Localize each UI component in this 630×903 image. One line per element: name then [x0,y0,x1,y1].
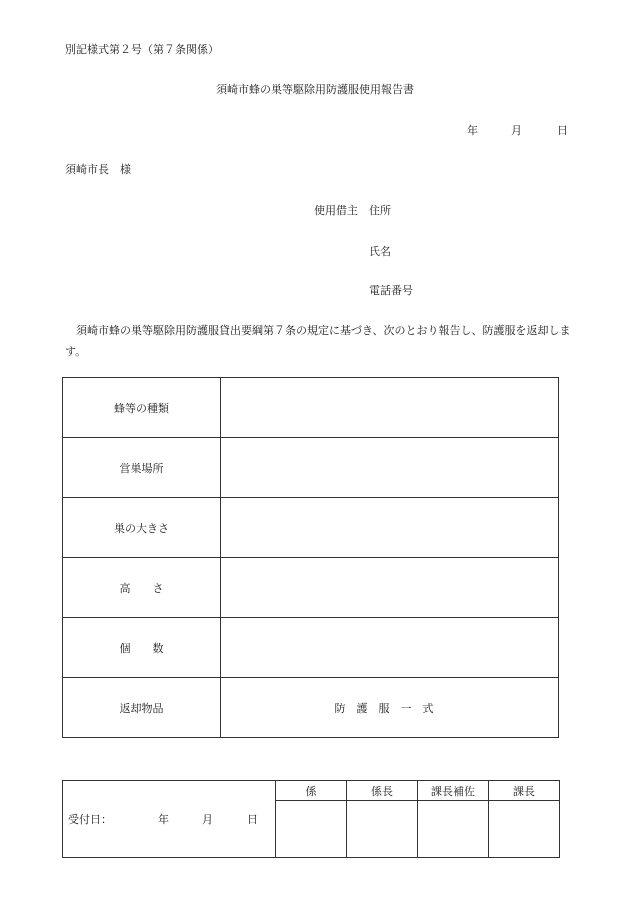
receipt-day: 日 [247,813,258,826]
receipt-date-cell[interactable] [63,781,276,858]
receipt-month: 月 [202,813,213,826]
row-label: 蜂等の種類 [63,378,221,438]
date-year: 年 [467,124,478,137]
phone-label: 電話番号 [369,284,413,297]
row-label: 個 数 [63,618,221,678]
receipt-year: 年 [158,813,169,826]
applicant-label: 使用借主 [314,204,358,217]
approval-stamp-box[interactable] [276,801,347,858]
row-label: 巣の大きさ [63,498,221,558]
approval-stamp-box[interactable] [347,801,418,858]
table-row [63,618,559,678]
table-row [63,498,559,558]
report-table [62,377,559,738]
name-label: 氏名 [369,245,391,258]
table-row [63,558,559,618]
document-title: 須崎市蜂の巣等駆除用防護服使用報告書 [216,83,414,96]
approval-stamp-box[interactable] [489,801,560,858]
row-value-field[interactable] [221,618,559,678]
address-label: 住所 [369,204,391,217]
row-value-field[interactable] [221,378,559,438]
row-label: 返却物品 [63,678,221,738]
returned-items-value: 防護服一式 [221,678,559,738]
receipt-label: 受付日： [68,813,112,826]
row-value-field[interactable] [221,438,559,498]
approval-header: 課長補佐 [418,781,489,801]
table-row [63,438,559,498]
form-number: 別記様式第２号（第７条関係） [65,43,219,56]
row-label: 営巣場所 [63,438,221,498]
body-text: 須崎市蜂の巣等駆除用防護服貸出要綱第７条の規定に基づき、次のとおり報告し、防護服を返却します。 [65,324,571,358]
receipt-table [62,780,560,858]
table-row [63,378,559,438]
approval-header: 係 [276,781,347,801]
approval-stamp-box[interactable] [418,801,489,858]
row-value-field[interactable] [221,558,559,618]
addressee: 須崎市長 様 [65,163,131,176]
date-month: 月 [511,124,522,137]
approval-header: 課長 [489,781,560,801]
table-row [63,678,559,738]
approval-header: 係長 [347,781,418,801]
date-day: 日 [557,124,568,137]
row-value-field[interactable] [221,498,559,558]
row-label: 高 さ [63,558,221,618]
